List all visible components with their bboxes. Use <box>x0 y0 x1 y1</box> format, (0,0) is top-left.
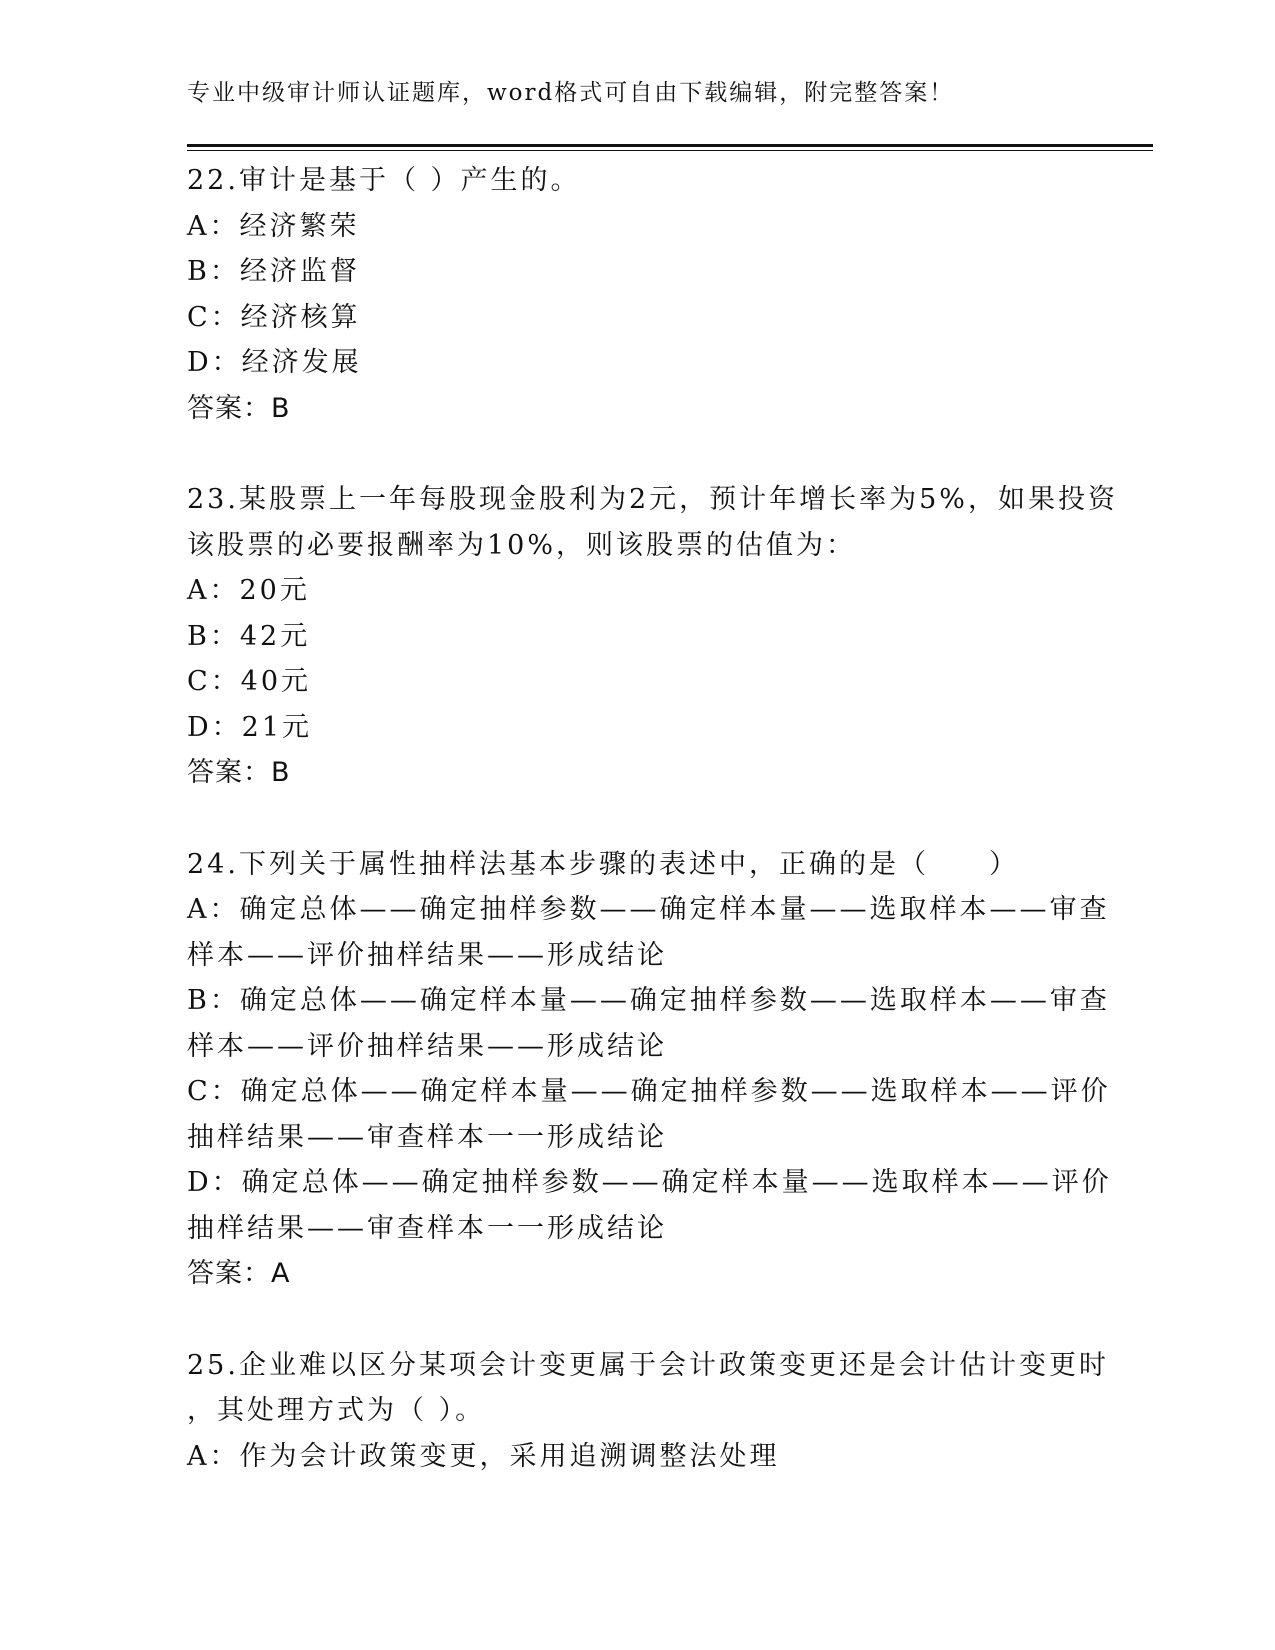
option-d-continued: 抽样结果——审查样本一一形成结论 <box>187 1212 667 1244</box>
option-a: A：经济繁荣 <box>187 210 360 242</box>
option-a: A：20元 <box>187 575 310 606</box>
header-rule-thin <box>187 150 1153 151</box>
question-stem: 23.某股票上一年每股现金股利为2元，预计年增长率为5%，如果投资 <box>187 484 1118 515</box>
option-b: B：确定总体——确定样本量——确定抽样参数——选取样本——审查 <box>187 985 1110 1016</box>
option-b-continued: 样本——评价抽样结果——形成结论 <box>187 1030 667 1062</box>
question-stem-continued: 该股票的必要报酬率为10%，则该股票的估值为： <box>187 529 857 561</box>
question-list <box>187 158 1118 1525</box>
header-rule-thick <box>187 144 1153 147</box>
question-23 <box>187 477 1118 796</box>
option-d: D：确定总体——确定抽样参数——确定样本量——选取样本——评价 <box>187 1167 1112 1198</box>
page-header: 专业中级审计师认证题库，word格式可自由下载编辑，附完整答案！ <box>187 80 955 106</box>
option-a: A：确定总体——确定抽样参数——确定样本量——选取样本——审查 <box>187 894 1110 925</box>
question-stem: 22.审计是基于（ ）产生的。 <box>187 165 581 196</box>
option-d: D：经济发展 <box>187 347 362 378</box>
answer: 答案：A <box>187 1258 291 1289</box>
question-25 <box>187 1343 1109 1480</box>
question-stem: 25.企业难以区分某项会计变更属于会计政策变更还是会计估计变更时 <box>187 1349 1109 1381</box>
option-a: A：作为会计政策变更，采用追溯调整法处理 <box>187 1440 780 1472</box>
option-d: D：21元 <box>187 711 313 743</box>
answer: 答案：B <box>187 392 291 424</box>
option-b: B：经济监督 <box>187 256 360 287</box>
question-stem: 24.下列关于属性抽样法基本步骤的表述中，正确的是（ ） <box>187 848 1019 880</box>
question-22 <box>187 158 1087 431</box>
option-b: B：42元 <box>187 620 311 652</box>
option-c: C：确定总体——确定样本量——确定抽样参数——选取样本——评价 <box>187 1076 1111 1107</box>
option-c: C：经济核算 <box>187 301 361 333</box>
option-c-continued: 抽样结果——审查样本一一形成结论 <box>187 1121 667 1153</box>
question-stem-continued: ，其处理方式为（ ）。 <box>187 1395 486 1426</box>
question-24 <box>187 842 1112 1297</box>
option-a-continued: 样本——评价抽样结果——形成结论 <box>187 939 667 971</box>
option-c: C：40元 <box>187 666 312 697</box>
answer: 答案：B <box>187 757 291 788</box>
